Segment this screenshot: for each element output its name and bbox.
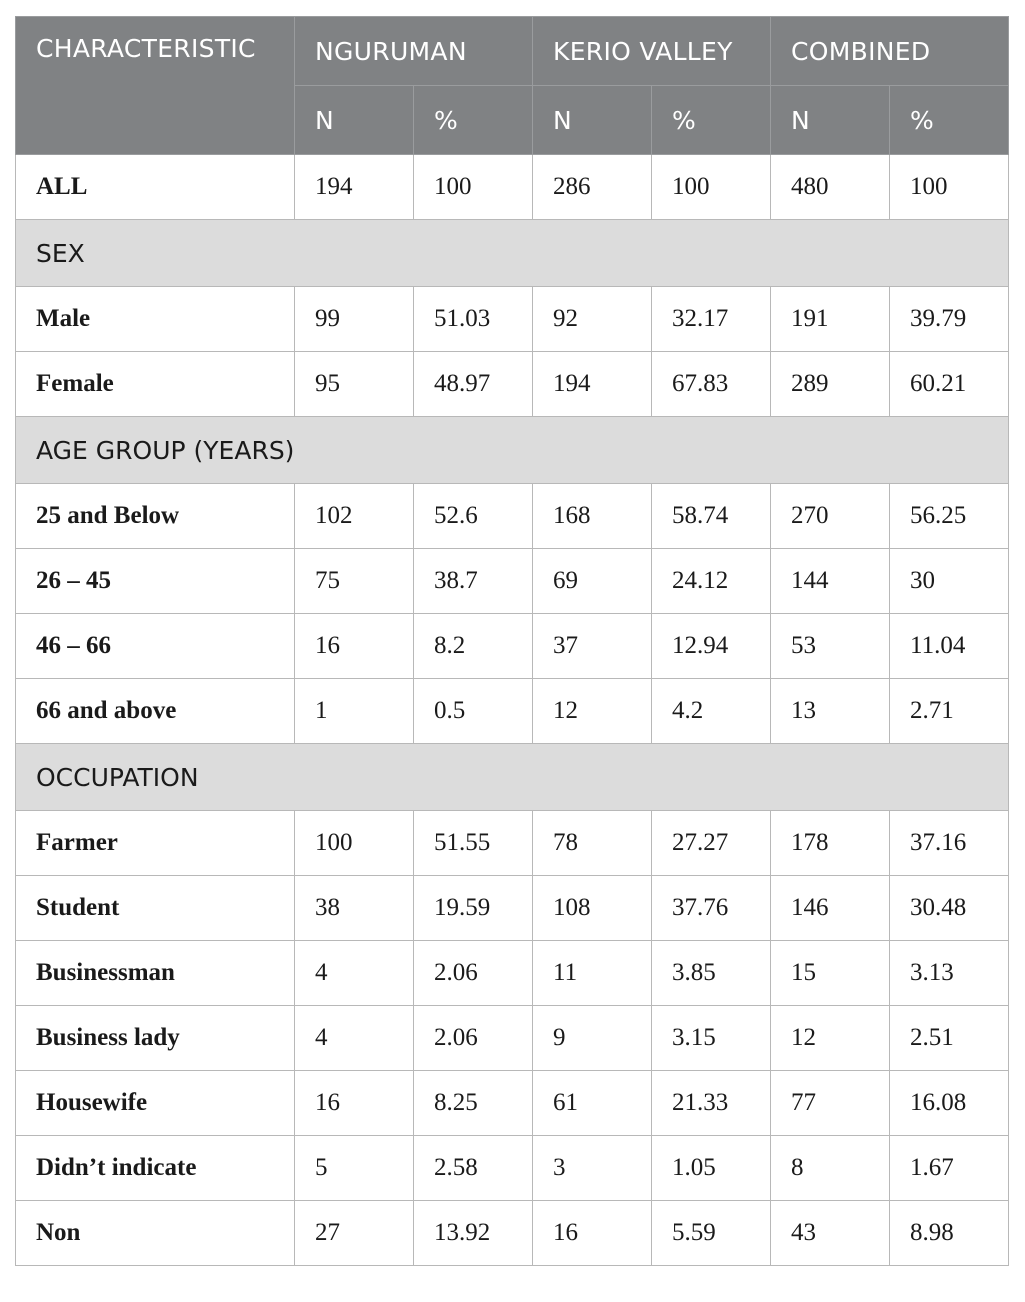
subheader-n: N: [771, 86, 890, 155]
cell-count: 16: [295, 1071, 414, 1136]
cell-percent: 8.98: [890, 1201, 1009, 1266]
table-row: [16, 352, 1009, 417]
cell-percent: 67.83: [652, 352, 771, 417]
cell-count: 289: [771, 352, 890, 417]
subheader-percent: %: [414, 86, 533, 155]
cell-percent: 56.25: [890, 484, 1009, 549]
cell-percent: 12.94: [652, 614, 771, 679]
table-row: [16, 614, 1009, 679]
cell-percent: 30.48: [890, 876, 1009, 941]
cell-percent: 2.51: [890, 1006, 1009, 1071]
cell-count: 77: [771, 1071, 890, 1136]
table-row: [16, 811, 1009, 876]
row-label: 25 and Below: [16, 484, 295, 549]
cell-percent: 51.55: [414, 811, 533, 876]
cell-percent: 1.67: [890, 1136, 1009, 1201]
cell-count: 4: [295, 941, 414, 1006]
cell-count: 27: [295, 1201, 414, 1266]
row-label: Didn’t indicate: [16, 1136, 295, 1201]
cell-count: 99: [295, 287, 414, 352]
cell-count: 286: [533, 155, 652, 220]
cell-count: 92: [533, 287, 652, 352]
cell-count: 9: [533, 1006, 652, 1071]
cell-count: 194: [533, 352, 652, 417]
table-row: [16, 941, 1009, 1006]
cell-percent: 39.79: [890, 287, 1009, 352]
table-row: [16, 155, 1009, 220]
cell-count: 15: [771, 941, 890, 1006]
table-header: [16, 17, 1009, 155]
table-row: [16, 1071, 1009, 1136]
cell-count: 12: [771, 1006, 890, 1071]
cell-count: 13: [771, 679, 890, 744]
cell-percent: 2.58: [414, 1136, 533, 1201]
row-label: Business lady: [16, 1006, 295, 1071]
cell-count: 43: [771, 1201, 890, 1266]
table-row: [16, 876, 1009, 941]
cell-count: 12: [533, 679, 652, 744]
subheader-n: N: [295, 86, 414, 155]
row-label: 46 – 66: [16, 614, 295, 679]
cell-count: 3: [533, 1136, 652, 1201]
cell-percent: 100: [890, 155, 1009, 220]
row-label: Male: [16, 287, 295, 352]
table-row: [16, 287, 1009, 352]
cell-percent: 8.2: [414, 614, 533, 679]
subheader-n: N: [533, 86, 652, 155]
cell-count: 194: [295, 155, 414, 220]
cell-count: 270: [771, 484, 890, 549]
table-body: [16, 155, 1009, 1266]
cell-percent: 37.16: [890, 811, 1009, 876]
row-label: ALL: [16, 155, 295, 220]
cell-percent: 5.59: [652, 1201, 771, 1266]
cell-percent: 38.7: [414, 549, 533, 614]
cell-percent: 11.04: [890, 614, 1009, 679]
cell-percent: 19.59: [414, 876, 533, 941]
section-row: [16, 417, 1009, 484]
cell-percent: 30: [890, 549, 1009, 614]
table-row: [16, 1136, 1009, 1201]
row-label: Farmer: [16, 811, 295, 876]
row-label: Businessman: [16, 941, 295, 1006]
cell-count: 16: [533, 1201, 652, 1266]
cell-count: 100: [295, 811, 414, 876]
cell-percent: 3.13: [890, 941, 1009, 1006]
cell-percent: 21.33: [652, 1071, 771, 1136]
section-label: AGE GROUP (YEARS): [16, 417, 1009, 484]
cell-count: 5: [295, 1136, 414, 1201]
cell-percent: 32.17: [652, 287, 771, 352]
cell-percent: 4.2: [652, 679, 771, 744]
cell-percent: 60.21: [890, 352, 1009, 417]
cell-count: 146: [771, 876, 890, 941]
row-label: Student: [16, 876, 295, 941]
section-row: [16, 220, 1009, 287]
cell-count: 37: [533, 614, 652, 679]
cell-percent: 24.12: [652, 549, 771, 614]
cell-count: 108: [533, 876, 652, 941]
cell-count: 75: [295, 549, 414, 614]
row-label: 66 and above: [16, 679, 295, 744]
cell-percent: 8.25: [414, 1071, 533, 1136]
cell-percent: 13.92: [414, 1201, 533, 1266]
cell-count: 178: [771, 811, 890, 876]
row-label: 26 – 45: [16, 549, 295, 614]
table-row: [16, 1201, 1009, 1266]
cell-percent: 2.06: [414, 1006, 533, 1071]
row-label: Female: [16, 352, 295, 417]
cell-percent: 0.5: [414, 679, 533, 744]
subheader-percent: %: [652, 86, 771, 155]
cell-count: 144: [771, 549, 890, 614]
header-row-groups: [16, 17, 1009, 86]
cell-count: 191: [771, 287, 890, 352]
cell-percent: 100: [652, 155, 771, 220]
cell-percent: 27.27: [652, 811, 771, 876]
cell-count: 53: [771, 614, 890, 679]
header-group-kerio-valley: KERIO VALLEY: [533, 17, 771, 86]
cell-percent: 52.6: [414, 484, 533, 549]
table-row: [16, 549, 1009, 614]
cell-count: 11: [533, 941, 652, 1006]
cell-count: 61: [533, 1071, 652, 1136]
cell-count: 102: [295, 484, 414, 549]
demographics-table: [15, 16, 1009, 1266]
cell-count: 1: [295, 679, 414, 744]
cell-count: 69: [533, 549, 652, 614]
cell-percent: 51.03: [414, 287, 533, 352]
cell-percent: 2.06: [414, 941, 533, 1006]
section-label: OCCUPATION: [16, 744, 1009, 811]
cell-count: 16: [295, 614, 414, 679]
header-group-nguruman: NGURUMAN: [295, 17, 533, 86]
row-label: Housewife: [16, 1071, 295, 1136]
cell-count: 168: [533, 484, 652, 549]
section-row: [16, 744, 1009, 811]
cell-percent: 37.76: [652, 876, 771, 941]
subheader-percent: %: [890, 86, 1009, 155]
cell-percent: 48.97: [414, 352, 533, 417]
header-characteristic: CHARACTERISTIC: [16, 17, 295, 155]
header-group-combined: COMBINED: [771, 17, 1009, 86]
demographics-table-container: [15, 16, 1009, 1266]
cell-count: 480: [771, 155, 890, 220]
cell-percent: 1.05: [652, 1136, 771, 1201]
table-row: [16, 1006, 1009, 1071]
cell-count: 78: [533, 811, 652, 876]
cell-count: 4: [295, 1006, 414, 1071]
section-label: SEX: [16, 220, 1009, 287]
cell-percent: 16.08: [890, 1071, 1009, 1136]
cell-percent: 3.85: [652, 941, 771, 1006]
cell-count: 8: [771, 1136, 890, 1201]
table-row: [16, 679, 1009, 744]
cell-count: 95: [295, 352, 414, 417]
cell-count: 38: [295, 876, 414, 941]
table-row: [16, 484, 1009, 549]
cell-percent: 100: [414, 155, 533, 220]
row-label: Non: [16, 1201, 295, 1266]
cell-percent: 58.74: [652, 484, 771, 549]
cell-percent: 2.71: [890, 679, 1009, 744]
cell-percent: 3.15: [652, 1006, 771, 1071]
